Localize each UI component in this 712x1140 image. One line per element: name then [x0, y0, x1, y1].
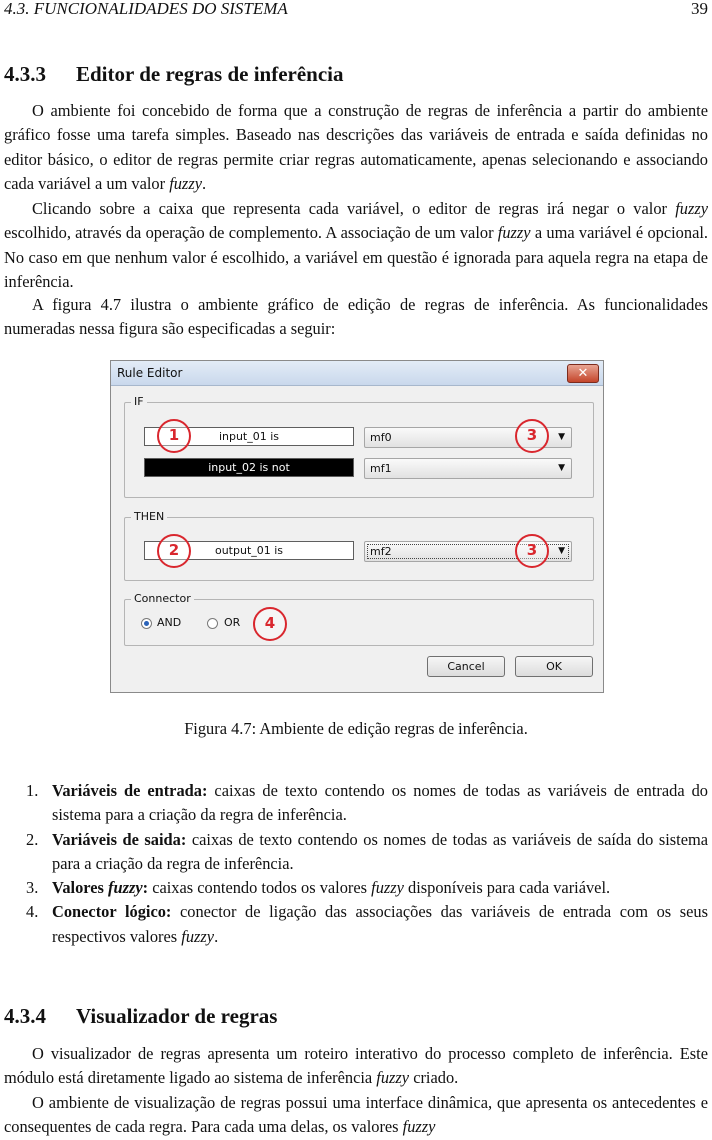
section-heading-rule-editor [4, 62, 344, 86]
list-item [0, 779, 708, 828]
emphasis: fuzzy [181, 926, 215, 946]
list-text: caixas de texto contendo os nomes de todas as variáveis de entrada do sistema para a criação da regra de inferência. [52, 781, 708, 825]
ok-button[interactable]: OK [515, 656, 593, 677]
rule-editor-figure [110, 360, 604, 693]
list-number: 3. [26, 878, 39, 898]
list-term: Variáveis de saida: [52, 829, 187, 849]
list-text: . [214, 926, 219, 946]
section-heading-rule-viewer [4, 1004, 277, 1028]
chevron-down-icon: ▼ [558, 546, 565, 556]
paragraph [4, 1091, 708, 1140]
chevron-down-icon: ▼ [558, 463, 565, 473]
list-number: 4. [26, 902, 39, 922]
list-number: 1. [26, 781, 39, 800]
list-item [0, 828, 708, 877]
functionality-list [0, 779, 708, 949]
input-variable-2-box-negated[interactable]: input_02 is not [144, 458, 354, 477]
emphasis: fuzzy [169, 173, 202, 193]
cancel-button[interactable]: Cancel [427, 656, 505, 677]
annotation-marker-3: 3 [515, 419, 549, 453]
window-titlebar [111, 361, 603, 386]
list-term: Conector lógico: [52, 902, 172, 922]
list-text: caixas de texto contendo os nomes de todas as variáveis de saída do sistema para a criação da regra de inferência. [52, 829, 708, 873]
paragraph [4, 197, 708, 294]
text-run: . [201, 173, 207, 193]
section-title: Visualizador de regras [76, 1004, 278, 1028]
paragraph [4, 1042, 708, 1091]
text-run: criado. [409, 1068, 459, 1088]
text-run: O ambiente de visualização de regras possui uma interface dinâmica, que apresenta os antecedentes e consequentes de cada regra. Para cada uma delas, os valores [4, 1093, 708, 1137]
annotation-marker-1: 1 [157, 419, 191, 453]
mf-select-value: mf0 [370, 431, 392, 444]
chevron-down-icon: ▼ [558, 432, 565, 442]
section-title: Editor de regras de inferência [76, 62, 344, 86]
list-term [52, 878, 148, 897]
paragraph [4, 99, 708, 196]
text-run: a uma variável é opcional. No caso em que nenhum valor é escolhido, a variável em questão é ignorada para aquela regra na etapa de inferência. [4, 223, 708, 291]
text-run: O visualizador de regras apresenta um roteiro interativo do processo completo de inferência. Este módulo está diretamente ligado ao sistema de inferência [4, 1044, 708, 1088]
list-item [0, 876, 708, 900]
running-header [4, 0, 708, 22]
window-title: Rule Editor [117, 366, 183, 380]
running-header-section: 4.3. FUNCIONALIDADES DO SISTEMA [4, 0, 288, 18]
section-number: 4.3.3 [4, 62, 46, 86]
text-run: Valores [52, 878, 109, 898]
then-group-label: THEN [131, 510, 167, 523]
annotation-marker-4: 4 [253, 607, 287, 641]
list-text: conector de ligação das associações das variáveis de entrada com os seus respectivos valores [52, 902, 708, 946]
emphasis: fuzzy [497, 223, 531, 243]
text-run: escolhido, através da operação de complemento. A associação de um valor [4, 223, 498, 243]
connector-group-label: Connector [131, 592, 194, 605]
text-run: Clicando sobre a caixa que representa cada variável, o editor de regras irá negar o valor [32, 199, 676, 218]
figure-caption: Figura 4.7: Ambiente de edição regras de inferência. [184, 719, 528, 738]
radio-or[interactable] [207, 618, 218, 629]
connector-group [124, 592, 594, 646]
list-text: caixas contendo todos os valores [148, 878, 372, 898]
list-item [0, 900, 708, 949]
list-number: 2. [26, 829, 39, 849]
mf-select-value: mf2 [370, 545, 392, 558]
mf-select-if-2[interactable] [364, 458, 572, 479]
emphasis: fuzzy [402, 1117, 436, 1137]
page-number: 39 [691, 0, 708, 18]
annotation-marker-3: 3 [515, 534, 549, 568]
output-variable-1-box[interactable]: output_01 is [144, 541, 354, 560]
text-run: O ambiente foi concebido de forma que a construção de regras de inferência a partir do ambiente gráfico fosse uma tarefa simples. Baseado nas descrições das variáveis de entrada e saída definidas no editor básico, o editor de regras permite criar regras automaticamente, apenas selecionando e associando cada variável a um valor [4, 101, 708, 193]
list-text: disponíveis para cada variável. [403, 878, 611, 898]
list-term: Variáveis de entrada: [52, 781, 208, 800]
emphasis: fuzzy [675, 199, 708, 218]
radio-and-label: AND [157, 616, 182, 629]
if-group-label: IF [131, 395, 147, 408]
radio-or-label: OR [224, 616, 241, 629]
emphasis: fuzzy [371, 878, 404, 898]
radio-and[interactable] [141, 618, 152, 629]
text-run: : [142, 878, 149, 898]
annotation-marker-2: 2 [157, 534, 191, 568]
close-button[interactable]: ✕ [567, 364, 599, 383]
section-number: 4.3.4 [4, 1004, 46, 1028]
mf-select-value: mf1 [370, 462, 392, 475]
input-variable-1-box[interactable]: input_01 is [144, 427, 354, 446]
paragraph: A figura 4.7 ilustra o ambiente gráfico de edição de regras de inferência. As funcionalidades numeradas nessa figura são especificadas a seguir: [4, 295, 708, 339]
emphasis: fuzzy [108, 878, 143, 898]
emphasis: fuzzy [376, 1068, 410, 1088]
